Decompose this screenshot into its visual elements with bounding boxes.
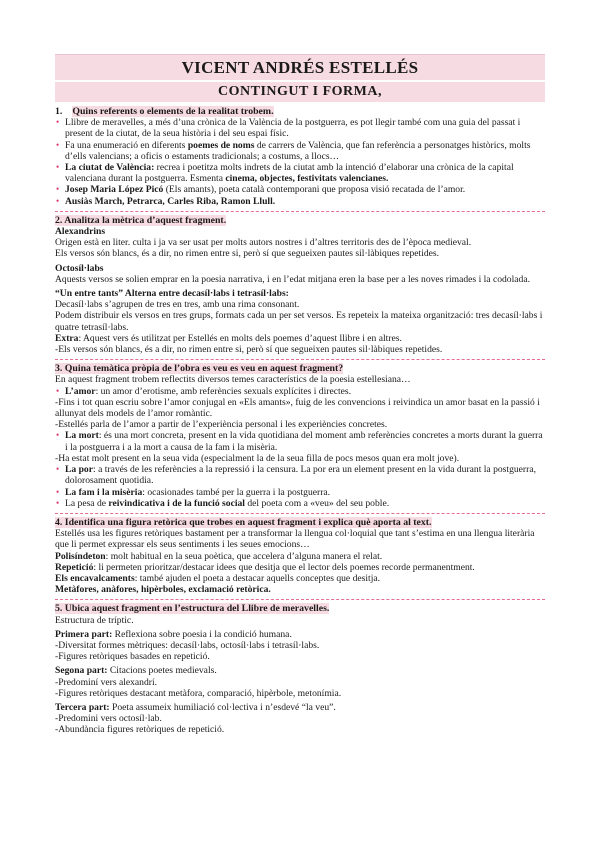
part-2-line: -Figures retòriques destacant metàfora, comparació, hipèrbole, metonímia. (55, 687, 342, 699)
list-item (55, 430, 545, 452)
list-item (55, 498, 545, 509)
list-item (55, 140, 545, 162)
section-3-list (55, 464, 545, 509)
section-3-list (55, 386, 545, 397)
section-1-list (55, 117, 545, 207)
figures-bold: Metàfores, anàfores, hipèrboles, exclamació retòrica. (55, 584, 271, 596)
section-4-question: 4. Identifica una figura retòrica que trobes en aquest fragment i explica què aporta al text. (55, 516, 432, 528)
part-1-text: Reflexiona sobre poesia i la condició humana. (112, 628, 292, 640)
list-item-text: Llibre de meravelles, a més d’una crònica de la València de la postguerra, es pot llegir també com una guia del passat i present de la ciutat, de la seua història i del seu espai físic. (65, 117, 521, 140)
list-item (55, 464, 545, 486)
list-item-text: recrea i poetitza molts indrets de la ciutat amb la intenció d’elaborar una crònica de la capital valenciana durant la postguerra. Esmenta (65, 162, 514, 185)
list-item (55, 487, 545, 498)
section-divider (55, 599, 545, 600)
list-item-text: (Els amants), poeta català contemporani que proposa visió recatada de l’amor. (163, 184, 466, 196)
list-item-text: Fa una enumeració en diferents (65, 139, 188, 151)
encavalcaments-paragraph (55, 573, 545, 584)
alterna-line-1: Decasíl·labs s’agrupen de tres en tres, amb una rima consonant. (55, 299, 300, 311)
extra-paragraph (55, 333, 545, 344)
list-item (55, 117, 545, 139)
list-item-bold: La fam i la misèria (65, 486, 143, 498)
extra-line-2: -Els versos són blancs, és a dir, no rimen entre si, però sí que segueixen pautes sil·làbiques repetides. (55, 344, 443, 356)
list-item-bold: La mort (65, 430, 99, 442)
section-5-question: 5. Ubica aquest fragment en l’estructura del Llibre de meravelles. (55, 603, 330, 615)
repeticio-paragraph (55, 562, 545, 573)
list-item-bold: Josep Maria López Picó (65, 184, 164, 196)
section-3-list (55, 430, 545, 452)
section-4-intro: Estellés usa les figures retòriques bastament per a transformar la llengua col·loquial que tant s’estima en una llengua literària que li permet expressar els seus sentiments i les seues emocions… (55, 528, 535, 551)
section-5-heading (55, 603, 545, 614)
section-3-question: 3. Quina temàtica pròpia de l’obra es veu es veu en aquest fragment? (55, 363, 344, 375)
list-item-bold: reivindicativa i de la funció social (108, 497, 245, 509)
alexandrins-line-1: Origen està en liter. culta i ja va ser usat per molts autors nostres i d’altres territoris des de l’època medieval. (55, 237, 472, 249)
list-item-text: del poeta com a «veu» del seu poble. (244, 497, 390, 509)
alterna-line-2: Podem distribuir els versos en tres grups, formats cada un per set versos. Es repeteix la mateixa organització: tres decasíl·labs i quatre tetrasíl·labs. (55, 310, 543, 333)
dash-line: -Fins i tot quan escriu sobre l’amor conjugal en «Els amants», fuig de les convencions i reivindica un amor basat en la passió i allunyat dels models de l’amor romàntic. (55, 396, 540, 420)
section-4-heading (55, 517, 545, 528)
list-item-bold: La ciutat de València: (65, 162, 155, 174)
document-subtitle: CONTINGUT I FORMA, (55, 82, 545, 102)
list-item-text: : ocasionades també per la guerra i la postguerra. (142, 486, 331, 498)
part-2-heading (55, 665, 545, 676)
list-item-bold: Ausiàs March, Petrarca, Carles Riba, Ramon Llull. (65, 195, 276, 207)
list-item-text: de carrers de València, que fan referència a personatges històrics, molts d’ells valencians; a oficis o estaments tradicionals; a costums, a llocs… (65, 139, 531, 162)
section-1-question: Quins referents o elements de la realitat trobem. (72, 106, 274, 117)
list-item-text: : és una mort concreta, present en la vida quotidiana del moment amb referències concretes a morts durant la guerra i la postguerra i a la mort a causa de la fam i la misèria. (65, 430, 543, 453)
part-1-line: -Figures retòriques basades en repetició. (55, 651, 210, 663)
extra-text: : Aquest vers és utilitzat per Estellés en molts dels poemes d’aquest llibre i en altres. (78, 332, 402, 344)
part-3-heading (55, 702, 545, 713)
list-item-text: : un amor d’erotisme, amb referències sexuals explícites i directes. (95, 385, 352, 397)
alterna-label: “Un entre tants” Alterna entre decasíl·labs i tetrasíl·labs: (55, 288, 289, 300)
part-2-line: -Predominí vers alexandrí. (55, 676, 158, 688)
part-3-line: -Abundància figures retòriques de repetició. (55, 724, 225, 736)
part-3-text: Poeta assumeix humiliació col·lectiva i n’esdevé “la veu”. (109, 701, 336, 713)
alexandrins-label: Alexandrins (55, 226, 106, 238)
list-item (55, 162, 545, 184)
list-item-bold: cinema, objectes, festivitats valencianes. (225, 173, 389, 185)
extra-label: Extra (55, 332, 79, 344)
document-page (55, 54, 545, 736)
section-3-heading (55, 363, 545, 374)
polisindeton-label: Polisíndeton (55, 550, 106, 562)
section-2-heading (55, 215, 545, 226)
section-5-intro: Estructura de tríptic. (55, 614, 134, 626)
list-item-bold: poemes de noms (187, 139, 255, 151)
repeticio-text: : li permeten prioritzar/destacar idees que desitja que el lector dels poemes recorde permanentment. (93, 561, 475, 573)
encavalcaments-text: : també ajuden el poeta a destacar aquells conceptes que desitja. (134, 572, 381, 584)
section-divider (55, 359, 545, 360)
octosil-label: Octosíl·labs (55, 262, 104, 274)
section-3-intro: En aquest fragment trobem reflectits diversos temes característics de la poesia estellesiana… (55, 374, 411, 386)
list-item (55, 184, 545, 195)
polisindeton-paragraph (55, 551, 545, 562)
section-2-question: 2. Analitza la mètrica d’aquest fragment. (55, 214, 227, 226)
part-1-heading (55, 629, 545, 640)
section-1-number: 1. (55, 106, 63, 117)
list-item-bold: L’amor (65, 385, 96, 397)
list-item-text: : a través de les referències a la repressió i la censura. La por era un element present en la vida durant la postguerra, dolorosament quotidia. (65, 464, 536, 487)
part-2-label: Segona part: (55, 665, 108, 677)
figures-list (55, 584, 545, 595)
section-divider (55, 211, 545, 212)
list-item-bold: La por (65, 464, 93, 476)
octosil-text: Aquests versos se solien emprar en la poesia narrativa, i en l’edat mitjana eren la base per a les noves rimades i la codolada. (55, 273, 530, 285)
part-2-text: Citacions poetes medievals. (107, 665, 217, 677)
dash-line: -Estellés parla de l’amor a partir de l’experiència personal i les experiències concretes. (55, 419, 388, 431)
list-item (55, 386, 545, 397)
part-1-line: -Diversitat formes mètriques: decasíl·labs, octosíl·labs i tetrasíl·labs. (55, 639, 320, 651)
repeticio-label: Repetició (55, 561, 94, 573)
encavalcaments-label: Els encavalcaments (55, 572, 135, 584)
part-3-line: -Predomini vers octosíl·lab. (55, 713, 162, 725)
list-item-text: La pesa de (65, 497, 109, 509)
section-1-heading (55, 106, 545, 117)
list-item (55, 196, 545, 207)
document-title: VICENT ANDRÉS ESTELLÉS (55, 54, 545, 80)
part-3-label: Tercera part: (55, 701, 110, 713)
dash-line: -Ha estat molt present en la seua vida (especialment la de la seua filla de pocs mesos quan era molt jove). (55, 452, 460, 464)
alexandrins-line-2: Els versos són blancs, és a dir, no rimen entre si, però sí que segueixen pautes sil·làbiques repetides. (55, 248, 440, 260)
part-1-label: Primera part: (55, 628, 113, 640)
polisindeton-text: : molt habitual en la seua poètica, que accelera d’alguna manera el relat. (105, 550, 383, 562)
section-divider (55, 513, 545, 514)
